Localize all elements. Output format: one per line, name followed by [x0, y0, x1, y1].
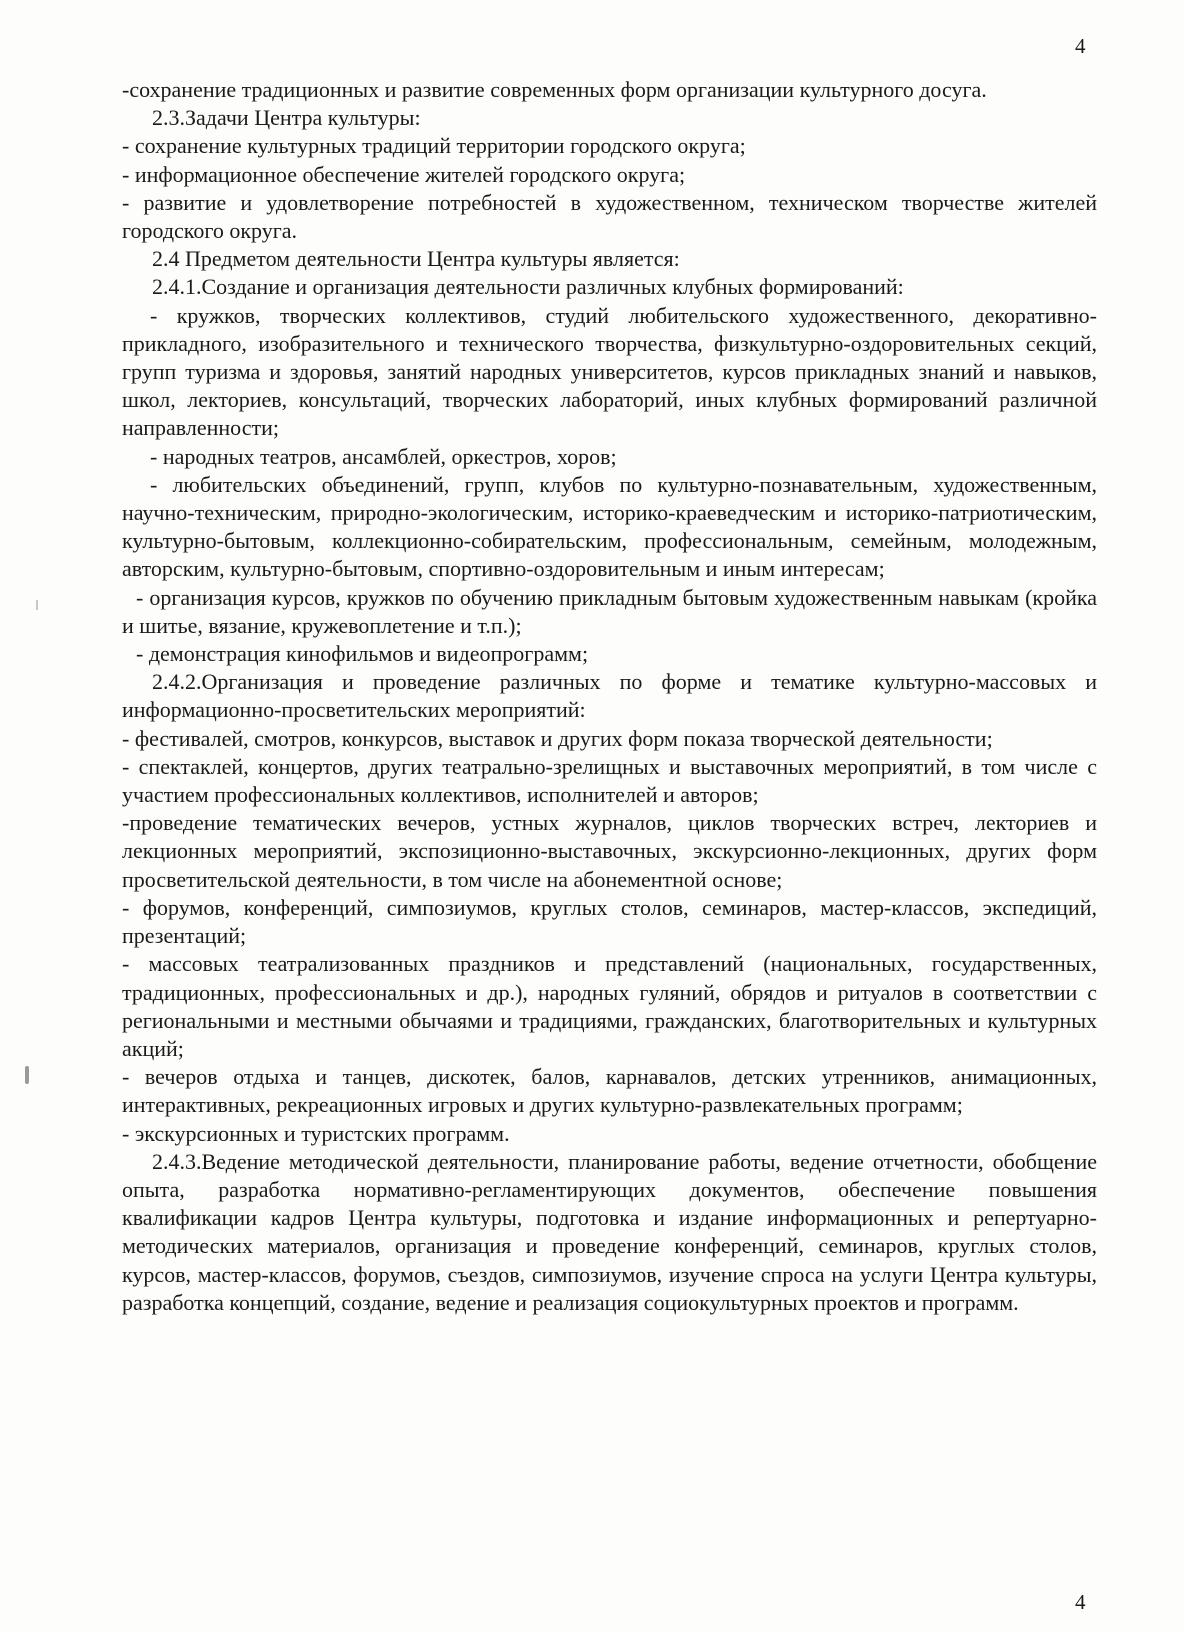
scan-hole-mark: [25, 1066, 29, 1084]
paragraph-task-information: - информационное обеспечение жителей городского округа;: [122, 161, 686, 187]
paragraph-heading-2-4-3: 2.4.3.Ведение методической деятельности, планирование работы, ведение отчетности, обобщение опыта, разработка нормативно-регламентирующих документов, обеспечение повышения квалификации кадров Центра культуры, подготовка и издание информационных и репертуарно-методических материалов, организация и проведение конференций, семинаров, круглых столов, курсов, мастер-классов, форумов, съездов, симпозиумов, изучение спроса на услуги Центра культуры, разработка концепций, создание, ведение и реализация социокультурных проектов и программ.: [122, 1148, 1097, 1315]
paragraph-theme-evenings: -проведение тематических вечеров, устных журналов, циклов творческих встреч, лекториев и лекционных мероприятий, экспозиционно-выставочных, экскурсионно-лекционных, других форм просветительской деятельности, в том числе на абонементной основе;: [122, 810, 1097, 892]
paragraph-courses: - организация курсов, кружков по обучению прикладным бытовым художественным навыкам (кройка и шитье, вязание, кружевоплетение и т.п.);: [122, 584, 1097, 638]
paragraph-amateur-associations: - любительских объединений, групп, клубов по культурно-познавательным, художественным, научно-техническим, природно-экологическим, историко-краеведческим и историко-патриотическим, культурно-бытовым, коллекционно-собирательским, профессиональным, семейным, молодежным, авторским, культурно-бытовым, спортивно-оздоровительным и иным интересам;: [122, 471, 1097, 582]
paragraph-clubs-circles: - кружков, творческих коллективов, студий любительского художественного, декоративно-прикладного, изобразительного и технического творчества, физкультурно-оздоровительных секций, групп туризма и здоровья, занятий народных университетов, курсов прикладных знаний и навыков, школ, лекториев, консультаций, творческих лабораторий, иных клубных формирований различной направленности;: [122, 302, 1097, 441]
paragraph-forums: - форумов, конференций, симпозиумов, круглых столов, семинаров, мастер-классов, экспедиций, презентаций;: [122, 894, 1097, 949]
paragraph-performances: - спектаклей, концертов, других театрально-зрелищных и выставочных мероприятий, в том числе с участием профессиональных коллективов, исполнителей и авторов;: [122, 753, 1097, 808]
paragraph-festivals: - фестивалей, смотров, конкурсов, выставок и других форм показа творческой деятельности;: [122, 725, 993, 751]
paragraph-task-traditions: - сохранение культурных традиций территории городского округа;: [122, 133, 746, 159]
paragraph-culture-leisure: -сохранение традиционных и развитие современных форм организации культурного досуга.: [122, 77, 987, 102]
paragraph-films: - демонстрация кинофильмов и видеопрограмм;: [136, 641, 589, 667]
paragraph-entertainment: - вечеров отдыха и танцев, дискотек, балов, карнавалов, детских утренников, анимационных, интерактивных, рекреационных игровых и других культурно-развлекательных программ;: [122, 1064, 1097, 1118]
page-number-top: 4: [1075, 34, 1086, 58]
paragraph-heading-2-3: 2.3.Задачи Центра культуры:: [152, 105, 421, 131]
paragraph-mass-holidays: - массовых театрализованных праздников и представлений (национальных, государственных, традиционных, профессиональных и др.), народных гуляний, обрядов и ритуалов в соответствии с региональными и местными обычаями и традициями, гражданских, благотворительных и культурных акций;: [122, 951, 1097, 1061]
paragraph-heading-2-4-1: 2.4.1.Создание и организация деятельности различных клубных формирований:: [152, 274, 904, 300]
paragraph-heading-2-4-2: 2.4.2.Организация и проведение различных по форме и тематике культурно-массовых и информационно-просветительских мероприятий:: [122, 669, 1097, 723]
document-body: [122, 76, 1097, 1317]
paragraph-heading-2-4: 2.4 Предметом деятельности Центра культуры является:: [152, 246, 680, 272]
page-number-bottom: 4: [1075, 1590, 1086, 1614]
paragraph-folk-theatres: - народных театров, ансамблей, оркестров, хоров;: [150, 443, 617, 469]
paragraph-task-creativity: - развитие и удовлетворение потребностей в художественном, техническом творчестве жителей городского округа.: [122, 189, 1097, 244]
paragraph-excursions: - экскурсионных и туристских программ.: [122, 1120, 510, 1146]
scan-edge-mark: [36, 600, 38, 610]
